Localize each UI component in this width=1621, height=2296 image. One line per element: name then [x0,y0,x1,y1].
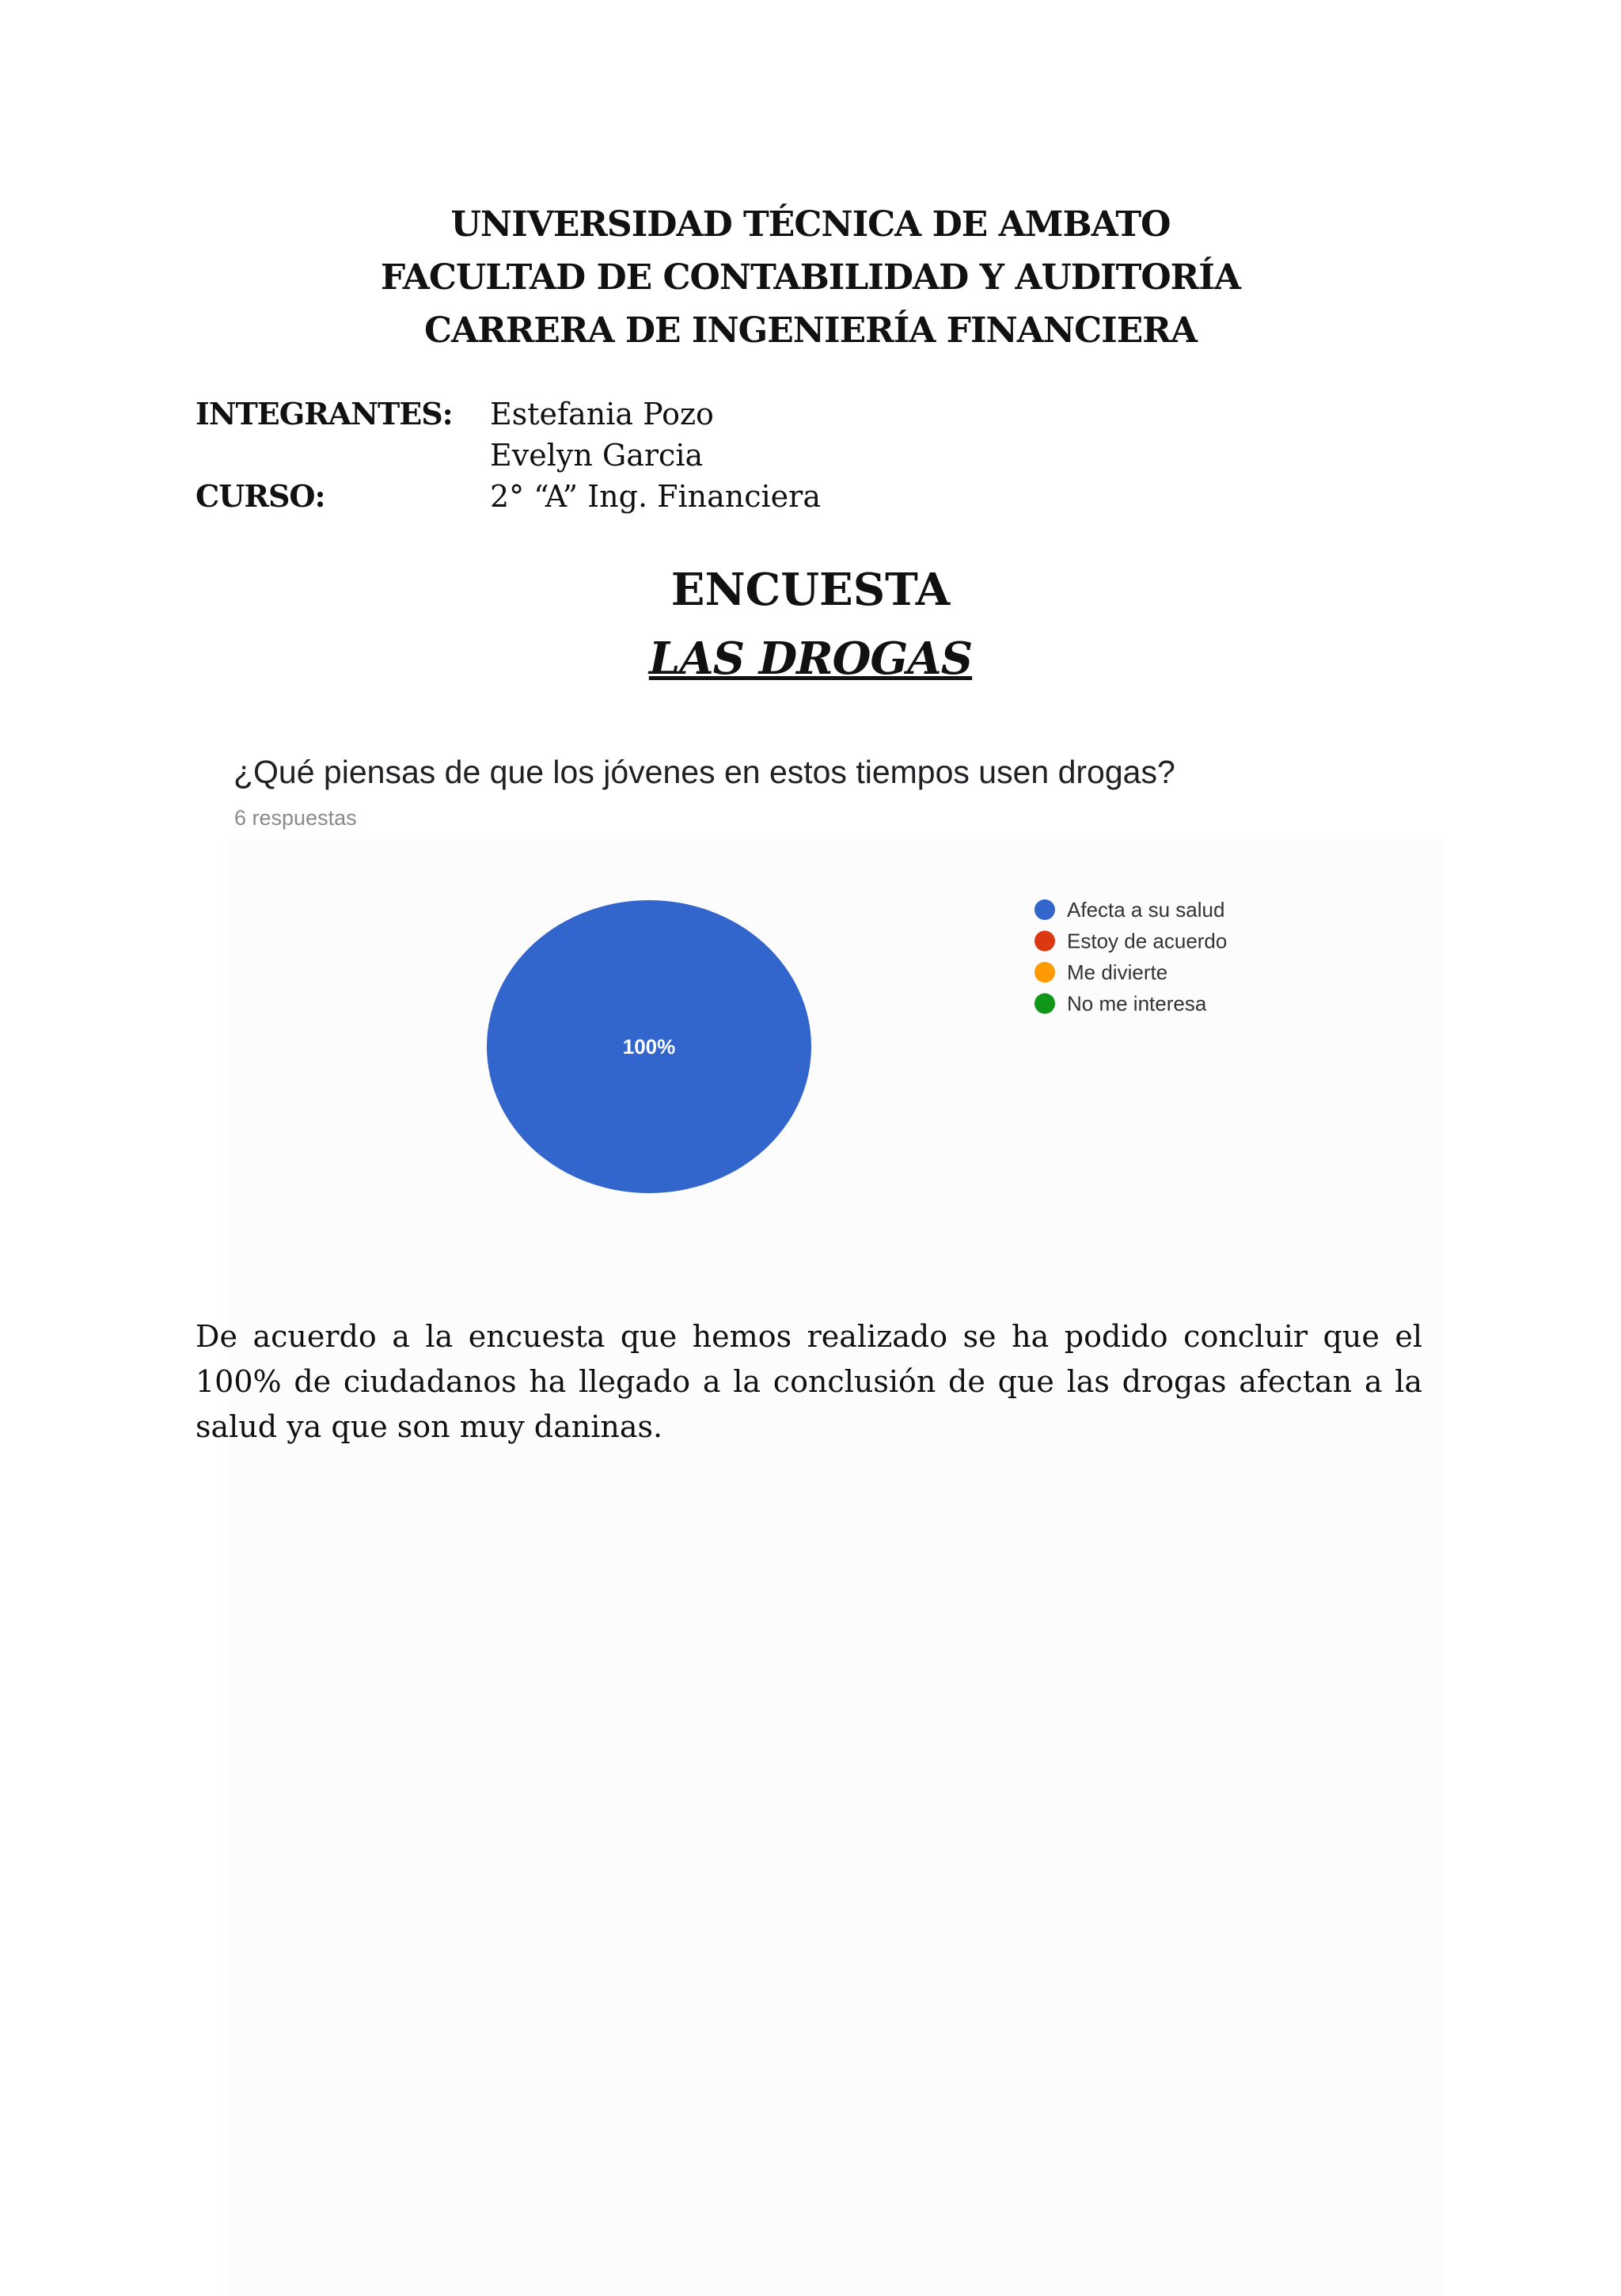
conclusion-paragraph: De acuerdo a la encuesta que hemos realizado se ha podido concluir que el 100% de ciudadanos ha llegado a la conclusión de que las drogas afectan a la salud ya que son muy daninas. [196,1319,1422,1444]
curso-label: CURSO: [196,478,325,514]
document-header [0,198,1621,357]
survey-chart-card [227,744,1430,1235]
career-name: CARRERA DE INGENIERÍA FINANCIERA [424,310,1197,351]
integrantes-label: INTEGRANTES: [196,396,453,431]
pie-chart [227,744,1430,1235]
faculty-name: FACULTAD DE CONTABILIDAD Y AUDITORÍA [381,257,1240,298]
member-name: Evelyn Garcia [490,438,704,473]
legend-label: Afecta a su salud [1067,898,1225,922]
legend-marker [1034,962,1055,983]
curso-value: 2° “A” Ing. Financiera [490,479,821,514]
legend-marker [1034,931,1055,952]
university-name: UNIVERSIDAD TÉCNICA DE AMBATO [450,204,1171,245]
legend-marker [1034,899,1055,920]
legend-label: No me interesa [1067,991,1207,1016]
document-title: ENCUESTA [670,564,951,616]
member-name: Estefania Pozo [490,397,714,431]
document-subtitle: LAS DROGAS [648,633,973,685]
legend-label: Estoy de acuerdo [1067,929,1228,953]
legend-label: Me divierte [1067,960,1168,984]
response-count: 6 respuestas [234,806,357,830]
pie-data-label: 100% [622,1035,676,1059]
legend-marker [1034,994,1055,1014]
survey-question: ¿Qué piensas de que los jóvenes en estos tiempos usen drogas? [233,754,1175,790]
